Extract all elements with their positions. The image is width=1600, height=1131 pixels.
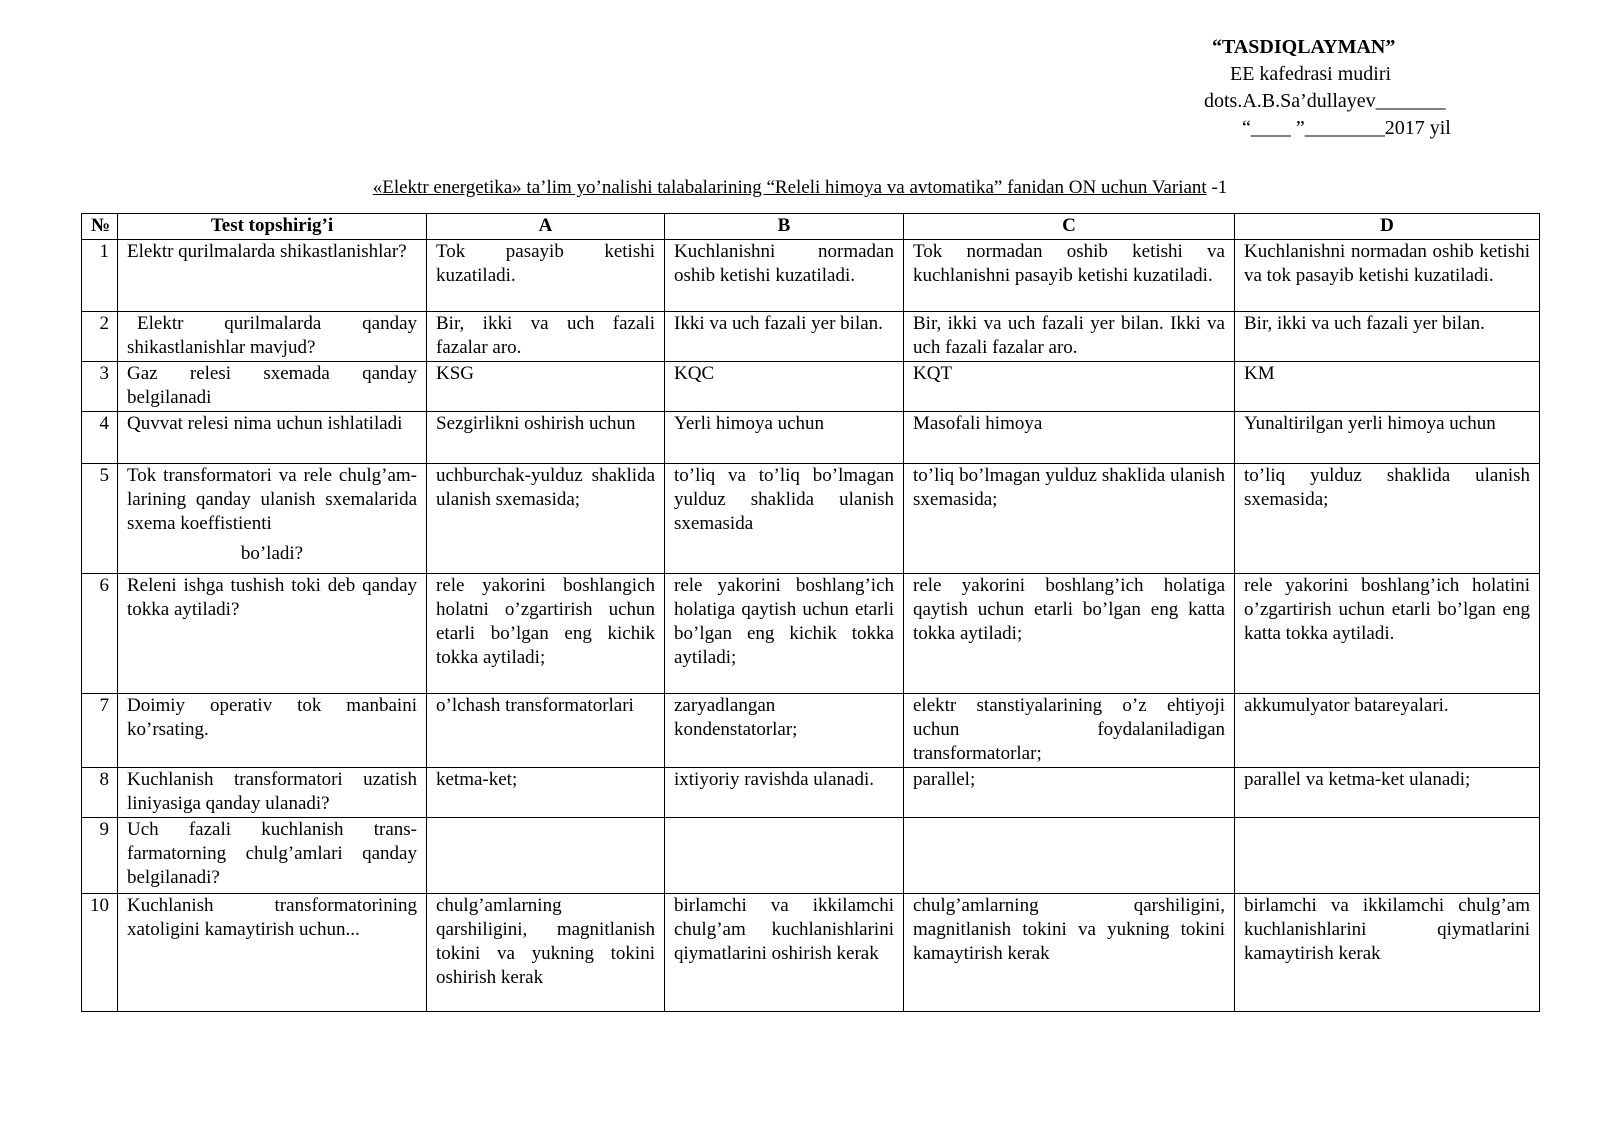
option-b	[665, 818, 904, 894]
option-d: Bir, ikki va uch fazali yer bilan.	[1235, 312, 1540, 362]
option-a: ketma-ket;	[427, 768, 665, 818]
option-a: Sezgirlikni oshirish uchun	[427, 412, 665, 464]
test-table	[81, 213, 1540, 1012]
approval-title: “TASDIQLAYMAN”	[1212, 36, 1396, 58]
heading-variant-number: -1	[1206, 177, 1228, 198]
approval-person: dots.A.B.Sa’dullayev_______	[1204, 90, 1446, 112]
table-row	[82, 312, 1540, 362]
table-row	[82, 894, 1540, 1012]
question-text: Quvvat relesi nima uchun ishlatiladi	[118, 412, 427, 464]
row-number: 2	[82, 312, 118, 362]
option-b: to’liq va to’liq bo’lmagan yulduz shaklida ulanish sxemasida	[665, 464, 904, 574]
question-text: Kuchlanish transformatorining xatoligini kamaytirish uchun...	[118, 894, 427, 1012]
approval-block	[1170, 34, 1490, 142]
option-b: zaryadlangan kondenstatorlar;	[665, 694, 904, 768]
option-b: Yerli himoya uchun	[665, 412, 904, 464]
option-a: Tok pasayib ketishi kuzatiladi.	[427, 240, 665, 312]
header-number: №	[82, 214, 118, 240]
option-c: parallel;	[904, 768, 1235, 818]
question-text-end: bo’ladi?	[240, 543, 304, 564]
option-a: KSG	[427, 362, 665, 412]
table-row	[82, 574, 1540, 694]
row-number: 5	[82, 464, 118, 574]
document-heading	[0, 176, 1600, 200]
row-number: 7	[82, 694, 118, 768]
option-d	[1235, 818, 1540, 894]
option-c: to’liq bo’lmagan yulduz shaklida ulanish sxemasida;	[904, 464, 1235, 574]
table-row	[82, 240, 1540, 312]
question-text-main: Tok transformatori va rele chulg’am-larining qanday ulanish sxemalarida sxema koeffistienti	[127, 465, 417, 534]
option-d: to’liq yulduz shaklida ulanish sxemasida;	[1235, 464, 1540, 574]
header-option-d: D	[1235, 214, 1540, 240]
approval-department: EE kafedrasi mudiri	[1230, 63, 1392, 85]
question-text: Elektr qurilmalarda shikastlanishlar?	[118, 240, 427, 312]
option-a: Bir, ikki va uch fazali fazalar aro.	[427, 312, 665, 362]
row-number: 3	[82, 362, 118, 412]
option-c: KQT	[904, 362, 1235, 412]
question-text	[118, 464, 427, 574]
option-d: parallel va ketma-ket ulanadi;	[1235, 768, 1540, 818]
header-option-c: C	[904, 214, 1235, 240]
option-c: Masofali himoya	[904, 412, 1235, 464]
option-b: birlamchi va ikkilamchi chulg’am kuchlanishlarini qiymatlarini oshirish kerak	[665, 894, 904, 1012]
option-b: ixtiyoriy ravishda ulanadi.	[665, 768, 904, 818]
question-text: Gaz relesi sxemada qanday belgilanadi	[118, 362, 427, 412]
heading-text: «Elektr energetika» ta’lim yo’nalishi talabalarining “Releli himoya va avtomatika” fanidan ON uchun Variant	[372, 177, 1207, 198]
option-d: Yunaltirilgan yerli himoya uchun	[1235, 412, 1540, 464]
approval-date: “____ ”________2017 yil	[1242, 117, 1451, 139]
option-c: elektr stanstiyalarining o’z ehtiyoji uchun foydalaniladigan transformatorlar;	[904, 694, 1235, 768]
table-row	[82, 768, 1540, 818]
option-b: Kuchlanishni normadan oshib ketishi kuzatiladi.	[665, 240, 904, 312]
option-a: o’lchash transformatorlari	[427, 694, 665, 768]
table-row	[82, 362, 1540, 412]
table-row	[82, 412, 1540, 464]
option-c: chulg’amlarning qarshiligini, magnitlanish tokini va yukning tokini kamaytirish kerak	[904, 894, 1235, 1012]
row-number: 6	[82, 574, 118, 694]
option-c: rele yakorini boshlang’ich holatiga qaytish uchun etarli bo’lgan eng katta tokka aytiladi;	[904, 574, 1235, 694]
option-a	[427, 818, 665, 894]
option-d: rele yakorini boshlang’ich holatini o’zgartirish uchun etarli bo’lgan eng katta tokka aytiladi.	[1235, 574, 1540, 694]
question-text: Uch fazali kuchlanish trans-farmatorning chulg’amlari qanday belgilanadi?	[118, 818, 427, 894]
row-number: 4	[82, 412, 118, 464]
question-text: Kuchlanish transformatori uzatish liniyasiga qanday ulanadi?	[118, 768, 427, 818]
header-question: Test topshirig’i	[118, 214, 427, 240]
option-d: akkumulyator batareyalari.	[1235, 694, 1540, 768]
row-number: 9	[82, 818, 118, 894]
option-d: birlamchi va ikkilamchi chulg’am kuchlanishlarini qiymatlarini kamaytirish kerak	[1235, 894, 1540, 1012]
option-a: rele yakorini boshlangich holatni o’zgartirish uchun etarli bo’lgan eng kichik tokka aytiladi;	[427, 574, 665, 694]
row-number: 1	[82, 240, 118, 312]
table-header-row	[82, 214, 1540, 240]
row-number: 10	[82, 894, 118, 1012]
header-option-b: B	[665, 214, 904, 240]
option-c: Bir, ikki va uch fazali yer bilan. Ikki va uch fazali fazalar aro.	[904, 312, 1235, 362]
option-b: KQC	[665, 362, 904, 412]
option-d: Kuchlanishni normadan oshib ketishi va tok pasayib ketishi kuzatiladi.	[1235, 240, 1540, 312]
option-b: rele yakorini boshlang’ich holatiga qaytish uchun etarli bo’lgan eng kichik tokka aytiladi;	[665, 574, 904, 694]
option-a: chulg’amlarning qarshiligini, magnitlanish tokini va yukning tokini oshirish kerak	[427, 894, 665, 1012]
option-d: KM	[1235, 362, 1540, 412]
row-number: 8	[82, 768, 118, 818]
option-c	[904, 818, 1235, 894]
table-row	[82, 818, 1540, 894]
table-row	[82, 464, 1540, 574]
option-b: Ikki va uch fazali yer bilan.	[665, 312, 904, 362]
question-text: Releni ishga tushish toki deb qanday tokka aytiladi?	[118, 574, 427, 694]
table-row	[82, 694, 1540, 768]
header-option-a: A	[427, 214, 665, 240]
option-c: Tok normadan oshib ketishi va kuchlanishni pasayib ketishi kuzatiladi.	[904, 240, 1235, 312]
question-text: Elektr qurilmalarda qanday shikastlanishlar mavjud?	[118, 312, 427, 362]
option-a: uchburchak-yulduz shaklida ulanish sxemasida;	[427, 464, 665, 574]
question-text: Doimiy operativ tok manbaini ko’rsating.	[118, 694, 427, 768]
